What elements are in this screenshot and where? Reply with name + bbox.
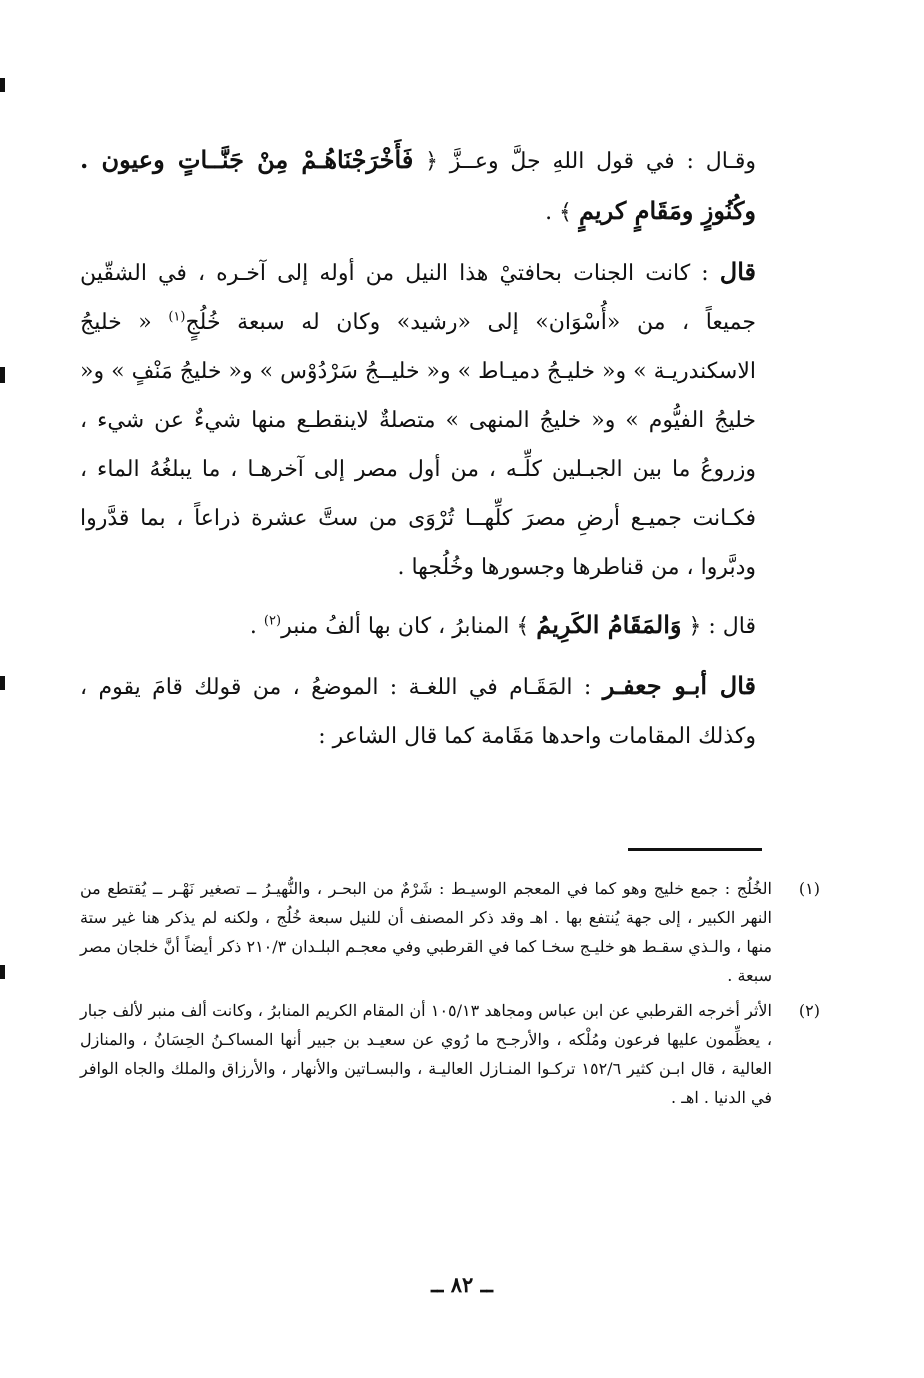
paragraph-gardens: [80, 247, 756, 592]
quran-verse: وَالمَقَامُ الكَرِيمُ: [536, 610, 682, 639]
footnote-1: [80, 874, 820, 990]
verse-close: ﴾ .: [545, 200, 572, 225]
paragraph-end: .: [249, 614, 264, 639]
scan-edge-mark: [0, 965, 5, 979]
paragraph-abu-jafar: [80, 661, 756, 761]
page-number: ــ ٨٢ ــ: [431, 1272, 493, 1297]
footnote-text: الخُلُج : جمع خليج وهو كما في المعجم الوسيـط : شَرْمٌ من البحـر ، والنُّهيـرُ ــ تصغير نَهْـر ــ يُقتطع من النهر الكبير ، إلى جهة يُنتفع بها . اهـ وقد ذكر المصنف أن للنيل سبعة خُلُج ، ولكنه لم يذكر هنا غير ستة منها ، والـذي سقـط هو خليـج سخـا كما في القرطبي وفي معجـم البلـدان ٢١٠/٣ ذكر أيضاً أنَّ خلجان مصر سبعة .: [80, 879, 773, 985]
footnote-text: الأثر أخرجه القرطبي عن ابن عباس ومجاهد ١٠٥/١٣ أن المقام الكريم المنابرُ ، وكانت ألف منبر لألف جبار ، يعظِّمون عليها فرعون ومُلْكه ، والأرجـح ما رُوي عن سعيـد بن جبير أنها المساكـنُ الحِسَانُ ، والمنازل العالية ، قال ابـن كثير ١٥٢/٦ تركـوا المنـازل العاليـة ، والبسـاتين والأنهار ، والأرزاق والملك والجاه الوافر في الدنيا . اهـ .: [80, 1001, 773, 1107]
footnote-ref-2[interactable]: (٢): [263, 613, 282, 629]
main-text: [80, 135, 756, 761]
footnotes: [80, 874, 820, 1118]
footnote-divider: [628, 848, 762, 851]
paragraph-text: « خليجُ الاسكندريـة » و« خليـجُ دميـاط » و« خليــجُ سَرْدُوْس » و« خليجُ مَنْفٍ » و« خليجُ الفيُّوم » و« خليجُ المنهى » متصلةٌ لاينقطـع منها شيءٌ عن شيء ، وزروعُ ما بين الجبـلين كلِّـه ، من أول مصر إلى آخرهـا ، ما يبلغُهُ الماء ، فكـانت جميـع أرضِ مصرَ كلِّهــا تُرْوَى من ستَّ عشرة ذراعاً ، بما قدَّروا ودبَّروا ، من قناطرها وجسورها وخُلُجها .: [80, 310, 756, 580]
paragraph-text: ﴾ المنابرُ ، كان بها ألفُ منبر: [281, 614, 530, 639]
footnote-number: (١): [798, 879, 820, 898]
paragraph-text: : كانت الجنات بحافتيْ هذا النيل من أوله إلى آخـره ، في الشقّين جميعاً ، من «أُسْوَان» إلى «رشيد» وكان له سبعة خُلُجٍ: [80, 261, 757, 335]
paragraph-intro: وقـال : في قول اللهِ جلَّ وعــزَّ ﴿: [425, 149, 756, 174]
paragraph-intro: قال : ﴿: [688, 614, 756, 639]
speaker-label: قال: [719, 257, 756, 286]
paragraph-text: : المَقَـام في اللغـة : الموضعُ ، من قولك قامَ يقوم ، وكذلك المقامات واحدها مَقَامة كما قال الشاعر :: [80, 675, 756, 749]
scan-edge-mark: [0, 367, 5, 383]
footnote-2: [80, 996, 820, 1112]
paragraph-maqam: [80, 600, 756, 651]
speaker-label: قال أبـو جعفـر: [602, 671, 756, 700]
scan-edge-mark: [0, 78, 5, 92]
scan-edge-mark: [0, 676, 5, 690]
paragraph-quote-intro: [80, 135, 756, 237]
footnote-ref-1[interactable]: (١): [168, 309, 186, 325]
quran-verse: فَأَخْرَجْنَاهُـمْ مِنْ جَنَّــاتٍ وعيون . وكُنُوزٍ ومَقَامٍ كريمٍ: [80, 145, 756, 225]
footnote-number: (٢): [798, 1001, 820, 1020]
